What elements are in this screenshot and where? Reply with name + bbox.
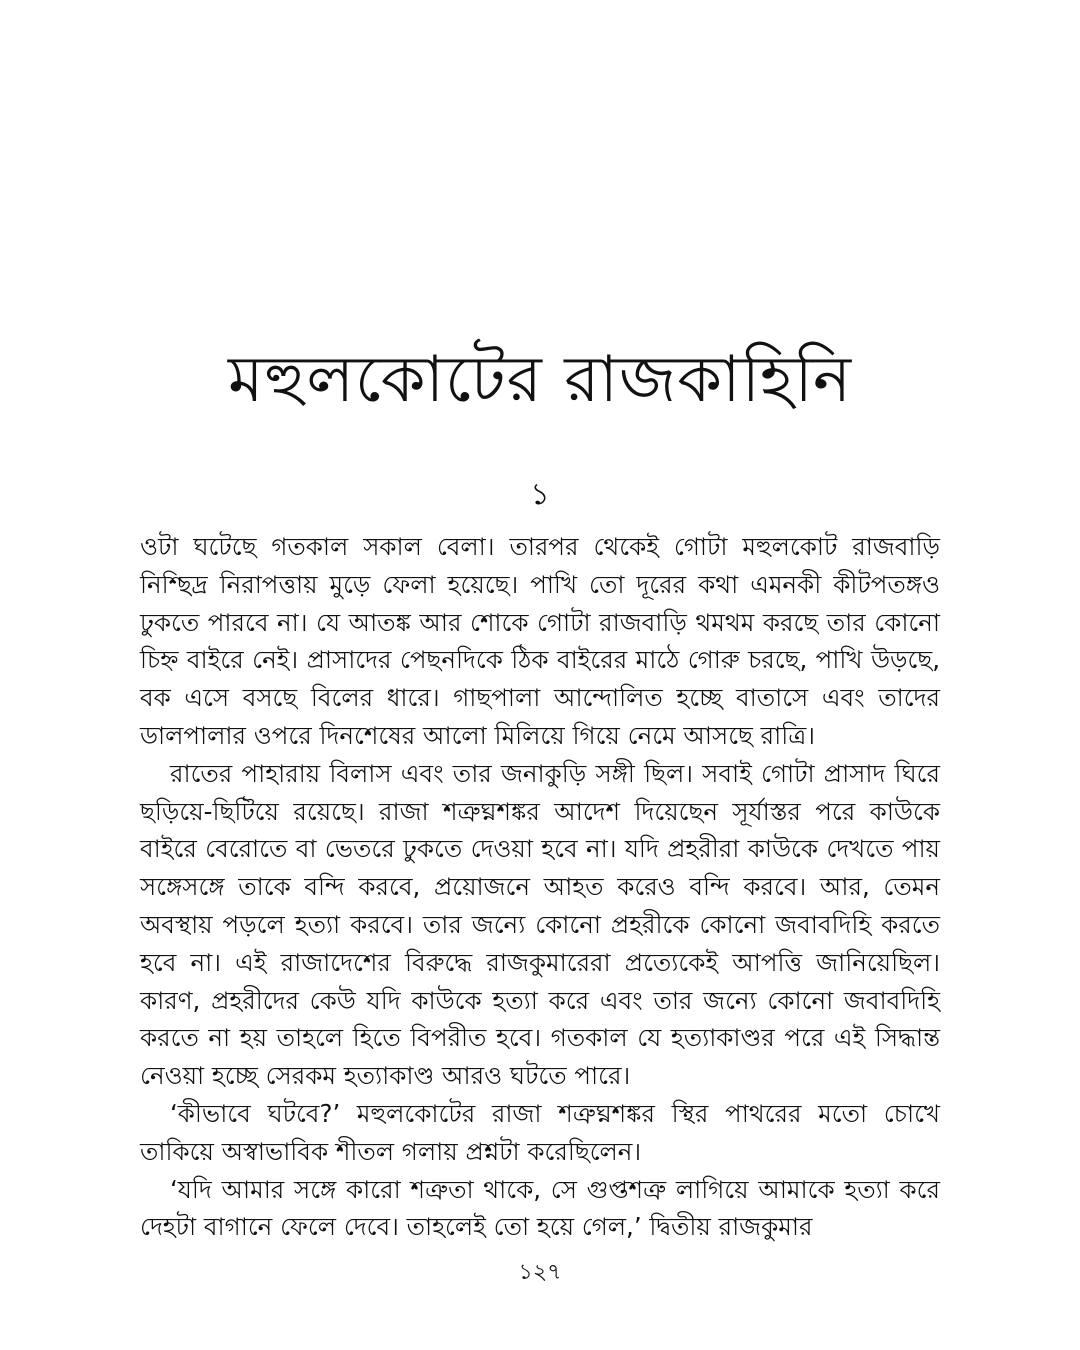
- chapter-title: মহুলকোটের রাজকাহিনি: [227, 343, 853, 417]
- body-text: [140, 528, 940, 1246]
- chapter-number: ১: [530, 477, 550, 512]
- paragraph: ‘কীভাবে ঘটবে?’ মহুলকোটের রাজা শত্রুঘ্নশঙ্কর স্থির পাথরের মতো চোখে তাকিয়ে অস্বাভাবিক শীতল গলায় প্রশ্নটা করেছিলেন।: [140, 1098, 940, 1166]
- paragraph: ‘যদি আমার সঙ্গে কারো শত্রুতা থাকে, সে গুপ্তশত্রু লাগিয়ে আমাকে হত্যা করে দেহটা বাগানে ফেলে দেবে। তাহলেই তো হয়ে গেল,’ দ্বিতীয় রাজকুমার: [140, 1174, 940, 1242]
- paragraph: রাতের পাহারায় বিলাস এবং তার জনাকুড়ি সঙ্গী ছিল। সবাই গোটা প্রাসাদ ঘিরে ছড়িয়ে-ছিটিয়ে রয়েছে। রাজা শত্রুঘ্নশঙ্কর আদেশ দিয়েছেন সূর্যাস্তর পরে কাউকে বাইরে বেরোতে বা ভেতরে ঢুকতে দেওয়া হবে না। যদি প্রহরীরা কাউকে দেখতে পায় সঙ্গেসঙ্গে তাকে বন্দি করবে, প্রয়োজনে আহত করেও বন্দি করবে। আর, তেমন অবস্থায় পড়লে হত্যা করবে। তার জন্যে কোনো প্রহরীকে কোনো জবাবদিহি করতে হবে না। এই রাজাদেশের বিরুদ্ধে রাজকুমারেরা প্রত্যেকেই আপত্তি জানিয়েছিল। কারণ, প্রহরীদের কেউ যদি কাউকে হত্যা করে এবং তার জন্যে কোনো জবাবদিহি করতে না হয় তাহলে হিতে বিপরীত হবে। গতকাল যে হত্যাকাণ্ডর পরে এই সিদ্ধান্ত নেওয়া হচ্ছে সেরকম হত্যাকাণ্ড আরও ঘটতে পারে।: [140, 758, 940, 1091]
- paragraph: ওটা ঘটেছে গতকাল সকাল বেলা। তারপর থেকেই গোটা মহুলকোট রাজবাড়ি নিশ্ছিদ্র নিরাপত্তায় মুড়ে ফেলা হয়েছে। পাখি তো দূরের কথা এমনকী কীটপতঙ্গও ঢুকতে পারবে না। যে আতঙ্ক আর শোকে গোটা রাজবাড়ি থমথম করছে তার কোনো চিহ্ন বাইরে নেই। প্রাসাদের পেছনদিকে ঠিক বাইরের মাঠে গোরু চরছে, পাখি উড়ছে, বক এসে বসছে বিলের ধারে। গাছপালা আন্দোলিত হচ্ছে বাতাসে এবং তাদের ডালপালার ওপরে দিনশেষের আলো মিলিয়ে গিয়ে নেমে আসছে রাত্রি।: [140, 532, 940, 750]
- page-number: ১২৭: [518, 1260, 562, 1285]
